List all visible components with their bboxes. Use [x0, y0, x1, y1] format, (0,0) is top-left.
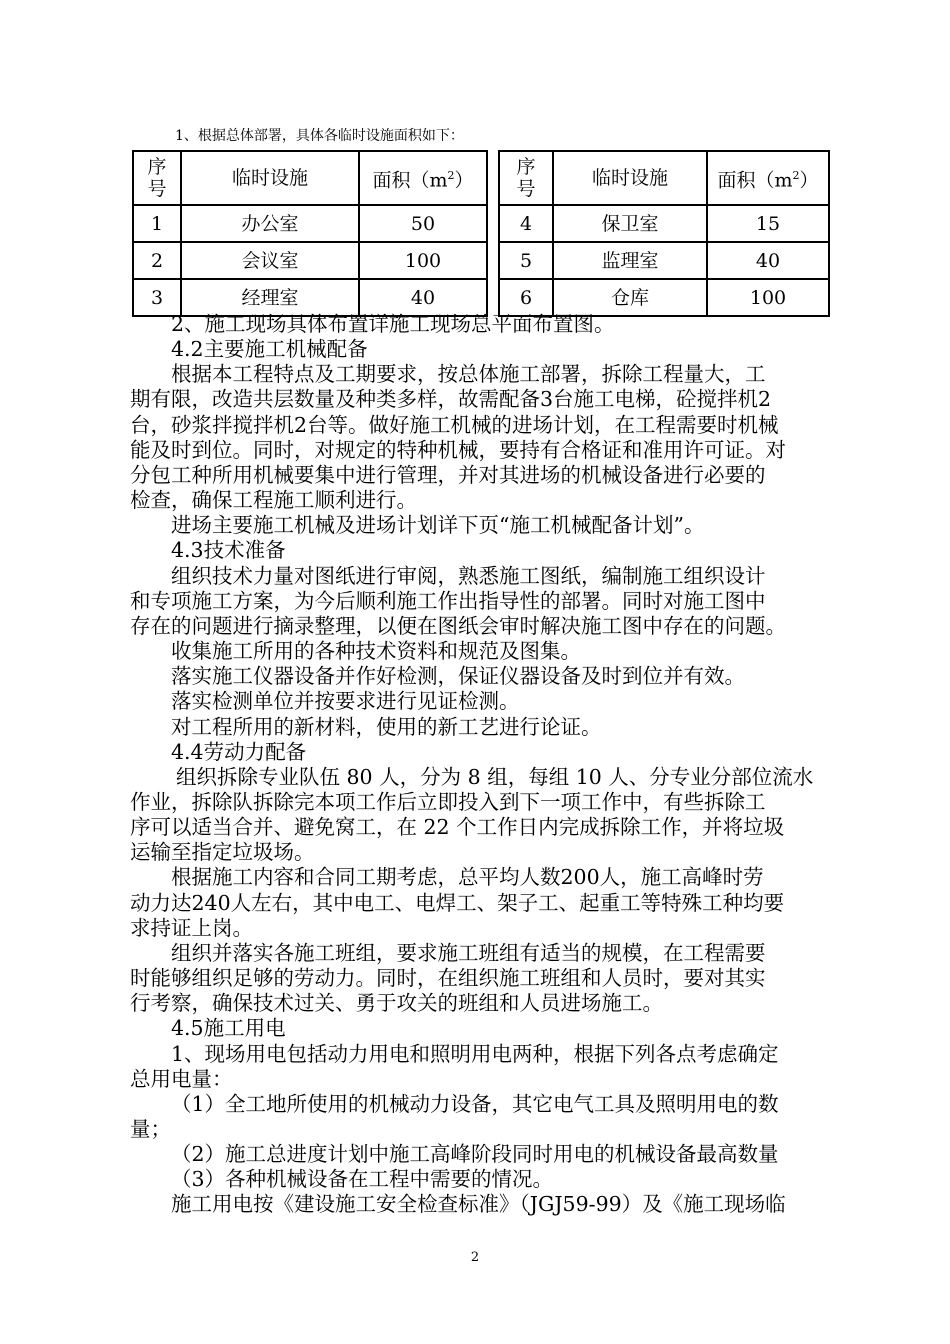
- paragraph-line: 作业，拆除队拆除完本项工作后立即投入到下一项工作中，有些拆除工: [130, 789, 766, 814]
- header-name: 临时设施: [553, 151, 707, 205]
- paragraph-line: （3）各种机械设备在工程中需要的情况。: [171, 1167, 554, 1192]
- table-row: [133, 205, 487, 242]
- paragraph-line: 根据施工内容和合同工期考虑，总平均人数200人，施工高峰时劳: [171, 865, 764, 890]
- paragraph-line: 组织技术力量对图纸进行审阅，熟悉施工图纸，编制施工组织设计: [171, 563, 766, 588]
- paragraph-line: 2、施工现场具体布置详施工现场总平面布置图。: [171, 312, 615, 336]
- cell-name: 保卫室: [553, 205, 707, 242]
- paragraph-line: 检查，确保工程施工顺利进行。: [130, 488, 417, 513]
- cell-name: 经理室: [181, 279, 359, 316]
- paragraph-line: 对工程所用的新材料，使用的新工艺进行论证。: [171, 714, 602, 739]
- cell-seq: 4: [499, 205, 553, 242]
- cell-name: 监理室: [553, 242, 707, 279]
- paragraph-line: 和专项施工方案，为今后顺利施工作出指导性的部署。同时对施工图中: [130, 588, 766, 613]
- header-area: 面积$(m^2)$: [359, 151, 487, 205]
- section-heading: 4.2主要施工机械配备: [171, 337, 368, 362]
- table-header-row: [499, 151, 829, 205]
- table-header-row: [133, 151, 487, 205]
- paragraph-line: 总用电量：: [130, 1066, 233, 1091]
- cell-area: 40: [359, 279, 487, 316]
- paragraph-line: 进场主要施工机械及进场计划详下页“施工机械配备计划”。: [171, 513, 705, 538]
- cell-seq: 2: [133, 242, 181, 279]
- paragraph-line: （1）全工地所使用的机械动力设备，其它电气工具及照明用电的数: [171, 1091, 779, 1116]
- paragraph-line: 运输至指定垃圾场。: [130, 840, 315, 865]
- paragraph-line: 时能够组织足够的劳动力。同时，在组织施工班组和人员时，要对其实: [130, 966, 766, 991]
- section-heading: 4.5施工用电: [171, 1016, 286, 1041]
- table-row: [133, 242, 487, 279]
- paragraph-line: 期有限，改造共层数量及种类多样，故需配备3台施工电梯，砼搅拌机2: [130, 387, 772, 412]
- paragraph-line: 落实检测单位并按要求进行见证检测。: [171, 689, 520, 714]
- cell-seq: 5: [499, 242, 553, 279]
- paragraph-line: 落实施工仪器设备并作好检测，保证仪器设备及时到位并有效。: [171, 664, 745, 689]
- paragraph-line: 行考察，确保技术过关、勇于攻关的班组和人员进场施工。: [130, 991, 663, 1016]
- paragraph-line: 能及时到位。同时，对规定的特种机械，要持有合格证和准用许可证。对: [130, 437, 786, 462]
- paragraph-line: 组织拆除专业队伍 80 人，分为 8 组，每组 10 人、分专业分部位流水: [176, 764, 814, 789]
- section-heading: 4.4劳动力配备: [171, 739, 307, 764]
- cell-area: 50: [359, 205, 487, 242]
- facility-table-right: [498, 150, 830, 317]
- document-body: [130, 312, 838, 1218]
- paragraph-line: 动力达240人左右，其中电工、电焊工、架子工、起重工等特殊工种均要: [130, 890, 785, 915]
- header-seq: 序号: [499, 151, 553, 205]
- cell-area: 100: [707, 279, 829, 316]
- facility-table-left: [132, 150, 488, 317]
- paragraph-line: 施工用电按《建设施工安全检查标准》（JGJ59-99）及《施工现场临: [171, 1192, 786, 1217]
- paragraph-line: 序可以适当合并、避免窝工，在 22 个工作日内完成拆除工作，并将垃圾: [130, 815, 785, 840]
- paragraph-line: 根据本工程特点及工期要求，按总体施工部署，拆除工程量大，工: [171, 362, 766, 387]
- table-row: [499, 242, 829, 279]
- cell-name: 仓库: [553, 279, 707, 316]
- paragraph-line: 分包工种所用机械要集中进行管理，并对其进场的机械设备进行必要的: [130, 462, 766, 487]
- section-heading: 4.3技术准备: [171, 538, 286, 563]
- table-row: [499, 205, 829, 242]
- paragraph-line: 求持证上岗。: [130, 915, 253, 940]
- cell-name: 会议室: [181, 242, 359, 279]
- paragraph-line: 组织并落实各施工班组，要求施工班组有适当的规模，在工程需要: [171, 940, 766, 965]
- header-seq: 序号: [133, 151, 181, 205]
- paragraph-line: 收集施工所用的各种技术资料和规范及图集。: [171, 639, 581, 664]
- paragraph-line: 存在的问题进行摘录整理，以便在图纸会审时解决施工图中存在的问题。: [130, 613, 786, 638]
- header-area: 面积$(m^2)$: [707, 151, 829, 205]
- table-intro: 1、根据总体部署，具体各临时设施面积如下：: [175, 128, 464, 144]
- header-name: 临时设施: [181, 151, 359, 205]
- table-row: [499, 279, 829, 316]
- paragraph-line: 台，砂浆拌搅拌机2台等。做好施工机械的进场计划，在工程需要时机械: [130, 412, 779, 437]
- page-number: 2: [470, 1250, 480, 1265]
- cell-name: 办公室: [181, 205, 359, 242]
- cell-area: 40: [707, 242, 829, 279]
- cell-area: 15: [707, 205, 829, 242]
- cell-seq: 3: [133, 279, 181, 316]
- table-row: [133, 279, 487, 316]
- paragraph-line: 1、现场用电包括动力用电和照明用电两种，根据下列各点考虑确定: [171, 1041, 779, 1066]
- cell-seq: 1: [133, 205, 181, 242]
- cell-seq: 6: [499, 279, 553, 316]
- paragraph-line: 量；: [130, 1117, 171, 1141]
- cell-area: 100: [359, 242, 487, 279]
- paragraph-line: （2）施工总进度计划中施工高峰阶段同时用电的机械设备最高数量: [171, 1142, 779, 1167]
